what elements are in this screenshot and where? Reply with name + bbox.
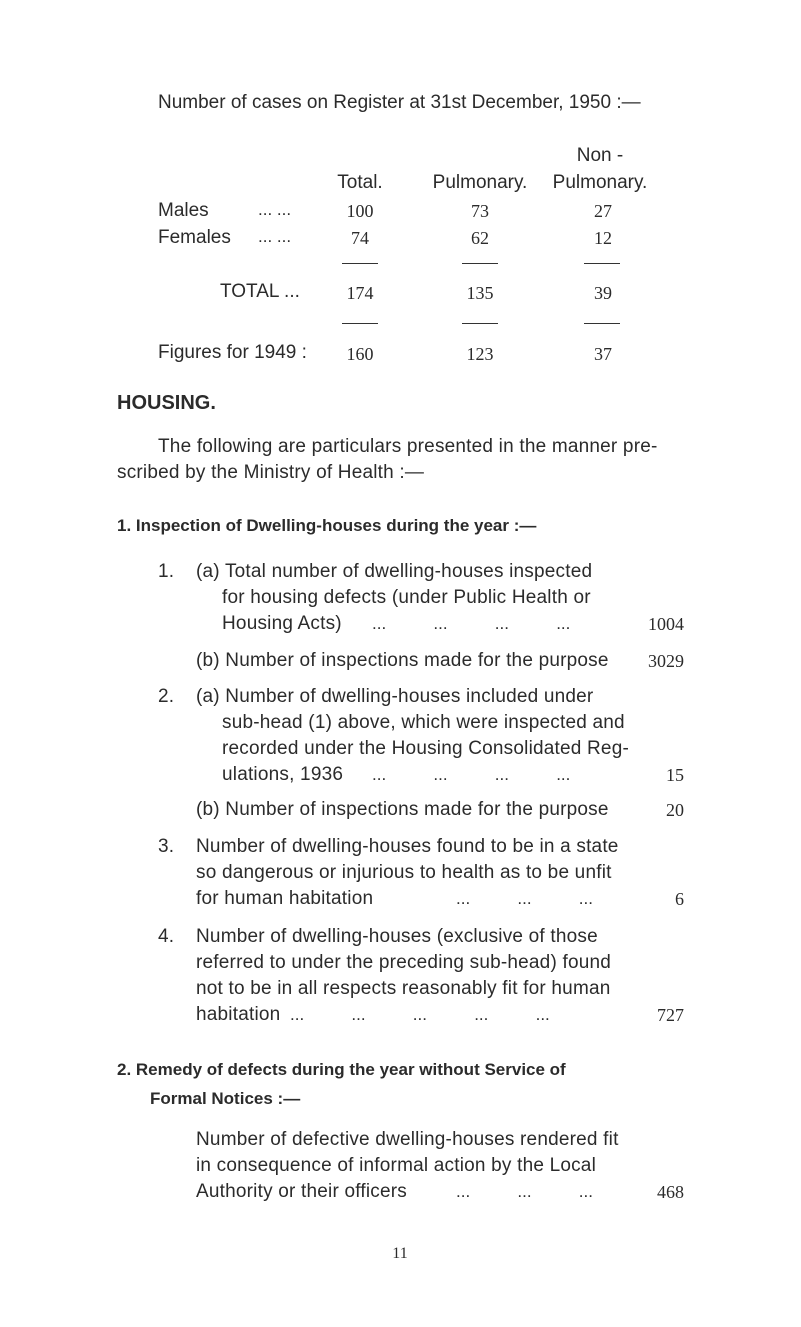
- row-males-total: 100: [346, 201, 374, 221]
- header-non-pulmonary-1: Non -: [576, 145, 624, 166]
- row-females-total: 74: [351, 228, 369, 248]
- item2a-line4: ulations, 1936: [222, 764, 344, 785]
- rule-below-2: [462, 323, 498, 324]
- row-figures-label: Figures for 1949 :: [158, 342, 307, 363]
- section2-dots: ... ... ...: [456, 1182, 593, 1201]
- row-total-label: TOTAL ...: [220, 281, 300, 302]
- item2b-value: 20: [666, 800, 684, 820]
- header-non-pulmonary-2: Pulmonary.: [552, 172, 648, 193]
- section1-heading: 1. Inspection of Dwelling-houses during the year :—: [117, 516, 537, 535]
- item2b-line1: (b) Number of inspections made for the purpose: [196, 799, 609, 820]
- section2-line1: Number of defective dwelling-houses rendered fit: [196, 1129, 619, 1150]
- item2a-line1: (a) Number of dwelling-houses included under: [196, 686, 594, 707]
- item4-line1: Number of dwelling-houses (exclusive of those: [196, 926, 598, 947]
- section2-value: 468: [657, 1182, 684, 1202]
- item3-line2: so dangerous or injurious to health as to be unfit: [196, 862, 612, 883]
- item3-value: 6: [675, 889, 684, 909]
- item1b-line1: (b) Number of inspections made for the purpose: [196, 650, 609, 671]
- row-figures-pulmonary: 123: [466, 344, 494, 364]
- row-females-label: Females: [158, 227, 231, 248]
- item4-line3: not to be in all respects reasonably fit for human: [196, 978, 611, 999]
- section2-heading-2: Formal Notices :—: [150, 1089, 301, 1108]
- housing-heading: HOUSING.: [117, 392, 216, 414]
- item4-value: 727: [657, 1005, 684, 1025]
- item1a-value: 1004: [648, 614, 684, 634]
- register-title: Number of cases on Register at 31st December, 1950 :—: [158, 92, 641, 113]
- item3-line3: for human habitation: [196, 888, 374, 909]
- row-males-non-pulmonary: 27: [594, 201, 612, 221]
- row-males-label: Males: [158, 200, 209, 221]
- rule-total-2: [462, 263, 498, 264]
- section2-heading-1: 2. Remedy of defects during the year without Service of: [117, 1060, 566, 1079]
- item4-line4: habitation: [196, 1004, 281, 1025]
- section2-line3: Authority or their officers: [196, 1181, 407, 1202]
- row-total-total: 174: [346, 283, 374, 303]
- item4-num: 4.: [158, 926, 175, 947]
- page-number: 11: [392, 1245, 408, 1262]
- intro-line-1: The following are particulars presented in the manner pre-: [158, 436, 658, 457]
- item4-dots: ... ... ... ... ...: [290, 1005, 550, 1024]
- section2-line2: in consequence of informal action by the Local: [196, 1155, 596, 1176]
- row-males-dots: ... ...: [258, 200, 292, 219]
- rule-total-1: [342, 263, 378, 264]
- item1a-line1: (a) Total number of dwelling-houses inspected: [196, 561, 593, 582]
- item3-dots: ... ... ...: [456, 889, 593, 908]
- row-total-non-pulmonary: 39: [594, 283, 612, 303]
- header-total: Total.: [337, 172, 383, 193]
- item4-line2: referred to under the preceding sub-head) found: [196, 952, 612, 973]
- item2a-dots: ... ... ... ...: [372, 765, 571, 784]
- item3-num: 3.: [158, 836, 175, 857]
- item3-line1: Number of dwelling-houses found to be in a state: [196, 836, 619, 857]
- row-figures-total: 160: [346, 344, 374, 364]
- item2-num: 2.: [158, 686, 175, 707]
- header-pulmonary: Pulmonary.: [432, 172, 528, 193]
- rule-below-3: [584, 323, 620, 324]
- item2a-line2: sub-head (1) above, which were inspected and: [222, 712, 625, 733]
- row-females-dots: ... ...: [258, 227, 292, 246]
- row-figures-non-pulmonary: 37: [594, 344, 612, 364]
- row-females-non-pulmonary: 12: [594, 228, 612, 248]
- item1b-value: 3029: [648, 651, 684, 671]
- rule-total-3: [584, 263, 620, 264]
- item2a-line3: recorded under the Housing Consolidated Reg-: [222, 738, 629, 759]
- item1a-line3: Housing Acts): [222, 613, 342, 634]
- rule-below-1: [342, 323, 378, 324]
- item2a-value: 15: [666, 765, 684, 785]
- intro-line-2: scribed by the Ministry of Health :—: [117, 462, 425, 483]
- item1-num: 1.: [158, 561, 175, 582]
- item1a-line2: for housing defects (under Public Health or: [222, 587, 591, 608]
- row-females-pulmonary: 62: [471, 228, 489, 248]
- item1a-dots: ... ... ... ...: [372, 614, 571, 633]
- row-total-pulmonary: 135: [466, 283, 494, 303]
- row-males-pulmonary: 73: [471, 201, 489, 221]
